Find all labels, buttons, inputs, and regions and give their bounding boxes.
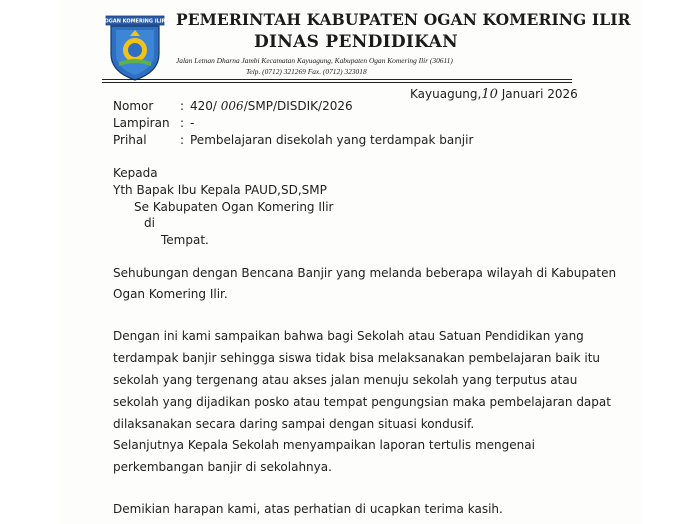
recipient-line-3: di bbox=[144, 216, 155, 230]
body-p1-line-2: Ogan Komering Ilir. bbox=[113, 287, 228, 301]
date-day: 10 bbox=[481, 87, 498, 102]
body-p2-line-3: sekolah yang tergenang atau akses jalan menuju sekolah yang terputus atau bbox=[113, 373, 578, 387]
lampiran-label: Lampiran bbox=[113, 116, 170, 130]
letterhead-rule-thin bbox=[102, 82, 572, 83]
department-name: DINAS PENDIDIKAN bbox=[254, 32, 458, 52]
logo-text: OGAN KOMERING ILIR bbox=[104, 18, 166, 25]
letter-date bbox=[410, 87, 578, 102]
body-closing: Demikian harapan kami, atas perhatian di ucapkan terima kasih. bbox=[113, 502, 503, 516]
prihal-colon: : bbox=[180, 133, 185, 147]
lampiran-colon: : bbox=[180, 116, 185, 130]
office-phone-fax: Telp. (0712) 321269 Fax. (0712) 323018 bbox=[246, 67, 367, 76]
body-p3-line-2: perkembangan banjir di sekolahnya. bbox=[113, 460, 332, 474]
office-address: Jalan Letnan Dharna Jambi Kecamatan Kayuagung, Kabupaten Ogan Komering Ilir (30611) bbox=[176, 56, 453, 65]
body-p2-line-4: sekolah yang dijadikan posko atau tempat pengungsian maka pembelajaran dapat bbox=[113, 395, 611, 409]
nomor-value bbox=[190, 99, 353, 113]
date-month-year: Januari 2026 bbox=[501, 87, 578, 101]
prihal-label: Prihal bbox=[113, 133, 147, 147]
recipient-line-1: Yth Bapak Ibu Kepala PAUD,SD,SMP bbox=[113, 183, 327, 197]
body-p2-line-5: dilaksanakan secara daring sampai dengan situasi kondusif. bbox=[113, 417, 475, 431]
body-p2-line-2: terdampak banjir sehingga siswa tidak bisa melaksanakan pembelajaran baik itu bbox=[113, 351, 601, 365]
government-name: PEMERINTAH KABUPATEN OGAN KOMERING ILIR bbox=[176, 10, 631, 29]
body-p1-line-1: Sehubungan dengan Bencana Banjir yang melanda beberapa wilayah di Kabupaten bbox=[113, 266, 617, 280]
body-p2-line-1: Dengan ini kami sampaikan bahwa bagi Sekolah atau Satuan Pendidikan yang bbox=[113, 329, 584, 343]
nomor-label: Nomor bbox=[113, 99, 154, 113]
body-p3-line-1: Selanjutnya Kepala Sekolah menyampaikan laporan tertulis mengenai bbox=[113, 438, 535, 452]
prihal-value: Pembelajaran disekolah yang terdampak banjir bbox=[190, 133, 474, 147]
recipient-kepada: Kepada bbox=[113, 166, 158, 180]
lampiran-value: - bbox=[190, 116, 195, 130]
recipient-line-2: Se Kabupaten Ogan Komering Ilir bbox=[134, 200, 334, 214]
regency-logo bbox=[104, 10, 166, 82]
date-place: Kayuagung, bbox=[410, 87, 482, 101]
nomor-handwritten: 006 bbox=[220, 99, 244, 113]
recipient-line-4: Tempat. bbox=[161, 233, 209, 247]
letterhead-rule bbox=[102, 79, 572, 80]
nomor-prefix: 420/ bbox=[190, 99, 217, 113]
nomor-colon: : bbox=[180, 99, 185, 113]
nomor-suffix: /SMP/DISDIK/2026 bbox=[243, 99, 353, 113]
